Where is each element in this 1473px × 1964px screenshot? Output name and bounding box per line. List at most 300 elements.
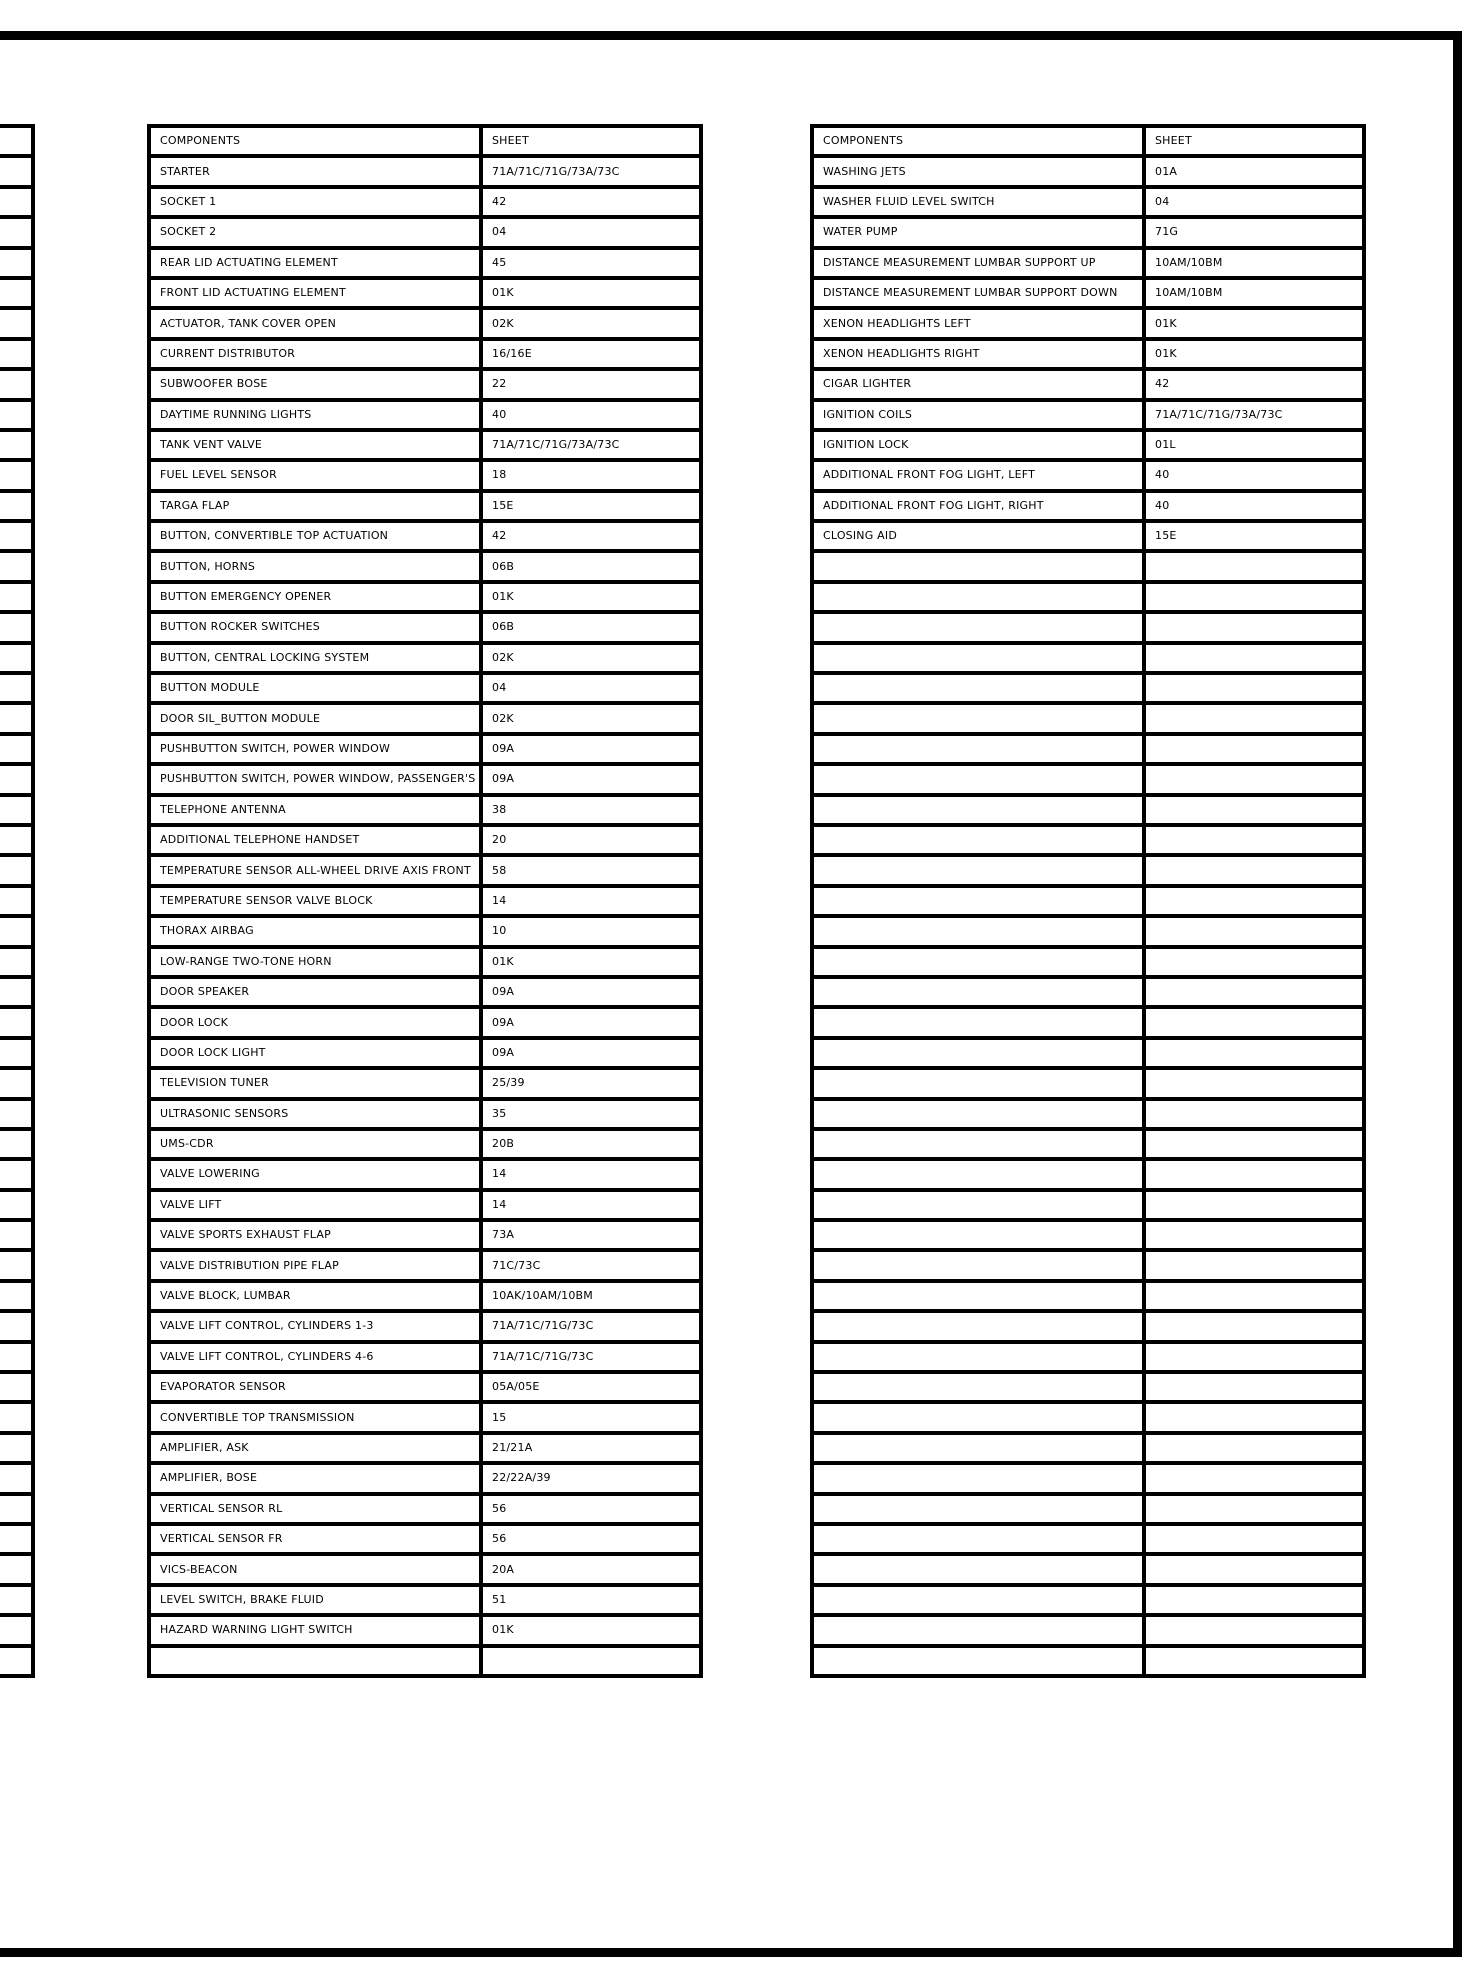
sheet-cell <box>1144 1190 1364 1220</box>
sheet-cell: 71A/71C/71G/73A/73C <box>481 430 701 460</box>
table-row <box>812 1402 1364 1432</box>
sheet-cell: 25/39 <box>481 1068 701 1098</box>
table-row <box>812 308 1364 338</box>
component-cell: ADDITIONAL FRONT FOG LIGHT, RIGHT <box>812 491 1144 521</box>
component-cell <box>812 795 1144 825</box>
sheet-cell: 01K <box>1144 339 1364 369</box>
component-cell <box>812 1099 1144 1129</box>
partial-cell <box>0 1494 33 1524</box>
table-row <box>149 521 701 551</box>
table-row <box>149 1646 701 1676</box>
sheet-cell: 15E <box>1144 521 1364 551</box>
table-row <box>812 1342 1364 1372</box>
partial-cell <box>0 1615 33 1645</box>
partial-cell <box>0 612 33 642</box>
partial-row <box>0 1554 33 1584</box>
partial-cell <box>0 1372 33 1402</box>
table-row <box>812 187 1364 217</box>
left-partial-table <box>0 124 35 1678</box>
sheet-cell: 21/21A <box>481 1433 701 1463</box>
partial-cell <box>0 1524 33 1554</box>
partial-row <box>0 1372 33 1402</box>
partial-cell <box>0 764 33 794</box>
component-cell: BUTTON, CENTRAL LOCKING SYSTEM <box>149 643 481 673</box>
component-cell: VALVE BLOCK, LUMBAR <box>149 1281 481 1311</box>
sheet-cell: 01K <box>481 947 701 977</box>
component-cell <box>812 1494 1144 1524</box>
table-row <box>812 795 1364 825</box>
partial-row <box>0 1524 33 1554</box>
table-row <box>812 673 1364 703</box>
partial-cell <box>0 400 33 430</box>
partial-row <box>0 187 33 217</box>
component-cell: FUEL LEVEL SENSOR <box>149 460 481 490</box>
sheet-cell <box>1144 1554 1364 1584</box>
component-cell <box>812 1463 1144 1493</box>
table-row <box>149 947 701 977</box>
partial-cell <box>0 308 33 338</box>
header-row <box>149 126 701 156</box>
sheet-cell: 71A/71C/71G/73A/73C <box>481 156 701 186</box>
partial-cell <box>0 886 33 916</box>
sheet-cell: 40 <box>1144 460 1364 490</box>
component-cell <box>812 825 1144 855</box>
component-cell: UMS-CDR <box>149 1129 481 1159</box>
table-row <box>812 643 1364 673</box>
sheet-cell: 40 <box>1144 491 1364 521</box>
sheet-cell <box>1144 1159 1364 1189</box>
component-cell <box>812 886 1144 916</box>
partial-row <box>0 369 33 399</box>
partial-cell <box>0 1038 33 1068</box>
partial-row <box>0 278 33 308</box>
component-cell: WATER PUMP <box>812 217 1144 247</box>
partial-cell <box>0 1190 33 1220</box>
table-row <box>812 1311 1364 1341</box>
component-cell <box>812 1433 1144 1463</box>
sheet-cell: 09A <box>481 977 701 1007</box>
sheet-cell: 45 <box>481 248 701 278</box>
partial-cell <box>0 1311 33 1341</box>
component-cell <box>812 1372 1144 1402</box>
sheet-cell: 02K <box>481 643 701 673</box>
table-row <box>149 673 701 703</box>
component-cell: VALVE SPORTS EXHAUST FLAP <box>149 1220 481 1250</box>
component-cell: VALVE LOWERING <box>149 1159 481 1189</box>
sheet-cell <box>1144 1494 1364 1524</box>
component-cell: CIGAR LIGHTER <box>812 369 1144 399</box>
table-row <box>812 947 1364 977</box>
table-row <box>149 855 701 885</box>
sheet-cell: 18 <box>481 460 701 490</box>
component-cell <box>812 734 1144 764</box>
table-row <box>149 1372 701 1402</box>
component-cell: CURRENT DISTRIBUTOR <box>149 339 481 369</box>
table-row <box>812 369 1364 399</box>
component-cell: CLOSING AID <box>812 521 1144 551</box>
table-row <box>149 369 701 399</box>
sheet-cell: 01K <box>481 278 701 308</box>
component-cell: FRONT LID ACTUATING ELEMENT <box>149 278 481 308</box>
component-cell: EVAPORATOR SENSOR <box>149 1372 481 1402</box>
table-row <box>149 217 701 247</box>
table-row <box>812 1494 1364 1524</box>
table-row <box>149 1402 701 1432</box>
partial-row <box>0 1038 33 1068</box>
sheet-cell: 71A/71C/71G/73C <box>481 1342 701 1372</box>
partial-cell <box>0 947 33 977</box>
component-cell: THORAX AIRBAG <box>149 916 481 946</box>
table-row <box>812 734 1364 764</box>
sheet-cell: 73A <box>481 1220 701 1250</box>
partial-cell <box>0 339 33 369</box>
table-row <box>812 1007 1364 1037</box>
partial-row <box>0 916 33 946</box>
component-cell: TANK VENT VALVE <box>149 430 481 460</box>
table-row <box>812 400 1364 430</box>
component-cell: WASHER FLUID LEVEL SWITCH <box>812 187 1144 217</box>
table-row <box>812 217 1364 247</box>
sheet-cell <box>1144 1646 1364 1676</box>
component-cell: DISTANCE MEASUREMENT LUMBAR SUPPORT UP <box>812 248 1144 278</box>
partial-cell <box>0 217 33 247</box>
table-row <box>149 1342 701 1372</box>
component-cell <box>812 1007 1144 1037</box>
partial-cell <box>0 369 33 399</box>
component-cell: XENON HEADLIGHTS RIGHT <box>812 339 1144 369</box>
sheet-cell: 71G <box>1144 217 1364 247</box>
sheet-cell: 01K <box>1144 308 1364 338</box>
component-cell <box>812 612 1144 642</box>
table-row <box>812 612 1364 642</box>
sheet-cell <box>1144 673 1364 703</box>
table-row <box>149 643 701 673</box>
partial-row <box>0 521 33 551</box>
partial-cell <box>0 1129 33 1159</box>
table-row <box>812 1372 1364 1402</box>
partial-row <box>0 977 33 1007</box>
component-cell <box>812 855 1144 885</box>
header-row <box>812 126 1364 156</box>
sheet-cell: 14 <box>481 1190 701 1220</box>
partial-cell <box>0 278 33 308</box>
sheet-cell: 10AM/10BM <box>1144 278 1364 308</box>
partial-row <box>0 339 33 369</box>
sheet-cell <box>1144 1372 1364 1402</box>
partial-cell <box>0 491 33 521</box>
table-row <box>149 1038 701 1068</box>
component-cell <box>812 1402 1144 1432</box>
component-cell <box>812 1615 1144 1645</box>
component-cell: SOCKET 2 <box>149 217 481 247</box>
table-row <box>149 1524 701 1554</box>
table-row <box>812 156 1364 186</box>
component-cell <box>812 1250 1144 1280</box>
partial-row <box>0 1433 33 1463</box>
partial-row <box>0 673 33 703</box>
sheet-cell: 06B <box>481 551 701 581</box>
partial-row <box>0 1342 33 1372</box>
sheet-header: SHEET <box>481 126 701 156</box>
component-cell <box>812 582 1144 612</box>
component-cell <box>812 1585 1144 1615</box>
partial-cell <box>0 1585 33 1615</box>
component-cell: LOW-RANGE TWO-TONE HORN <box>149 947 481 977</box>
partial-row <box>0 795 33 825</box>
table-row <box>812 1463 1364 1493</box>
partial-row <box>0 1099 33 1129</box>
component-cell <box>812 1038 1144 1068</box>
sheet-cell <box>1144 886 1364 916</box>
partial-row <box>0 825 33 855</box>
sheet-cell <box>1144 916 1364 946</box>
sheet-cell: 22 <box>481 369 701 399</box>
partial-cell <box>0 1220 33 1250</box>
partial-cell <box>0 1250 33 1280</box>
table-row <box>812 1190 1364 1220</box>
component-cell: VALVE LIFT <box>149 1190 481 1220</box>
partial-cell <box>0 126 33 156</box>
partial-row <box>0 1494 33 1524</box>
table-row <box>149 1159 701 1189</box>
sheet-cell <box>1144 855 1364 885</box>
sheet-cell: 56 <box>481 1494 701 1524</box>
sheet-cell: 20 <box>481 825 701 855</box>
partial-row <box>0 1159 33 1189</box>
table-row <box>149 551 701 581</box>
partial-cell <box>0 795 33 825</box>
partial-cell <box>0 1402 33 1432</box>
partial-cell <box>0 1281 33 1311</box>
partial-row <box>0 1250 33 1280</box>
sheet-cell: 09A <box>481 1007 701 1037</box>
partial-cell <box>0 1007 33 1037</box>
sheet-cell <box>1144 1433 1364 1463</box>
partial-cell <box>0 825 33 855</box>
table-row <box>149 1554 701 1584</box>
component-cell: DOOR LOCK <box>149 1007 481 1037</box>
partial-cell <box>0 1433 33 1463</box>
table-row <box>149 491 701 521</box>
sheet-cell <box>1144 643 1364 673</box>
component-cell: VALVE LIFT CONTROL, CYLINDERS 1-3 <box>149 1311 481 1341</box>
partial-cell <box>0 156 33 186</box>
component-cell <box>812 947 1144 977</box>
partial-cell <box>0 1554 33 1584</box>
sheet-cell: 56 <box>481 1524 701 1554</box>
sheet-cell <box>1144 734 1364 764</box>
component-cell <box>812 1220 1144 1250</box>
component-cell: DOOR SIL_BUTTON MODULE <box>149 703 481 733</box>
component-cell: LEVEL SWITCH, BRAKE FLUID <box>149 1585 481 1615</box>
components-table-1 <box>147 124 703 1678</box>
table-row <box>149 1068 701 1098</box>
table-row <box>812 1524 1364 1554</box>
partial-cell <box>0 248 33 278</box>
table-row <box>812 1615 1364 1645</box>
sheet-cell: 15 <box>481 1402 701 1432</box>
partial-cell <box>0 1342 33 1372</box>
partial-row <box>0 126 33 156</box>
table-row <box>149 1311 701 1341</box>
sheet-cell: 14 <box>481 1159 701 1189</box>
sheet-cell: 10 <box>481 916 701 946</box>
sheet-cell: 04 <box>481 673 701 703</box>
partial-row <box>0 1068 33 1098</box>
sheet-cell <box>1144 582 1364 612</box>
sheet-cell <box>1144 1311 1364 1341</box>
component-cell: DOOR LOCK LIGHT <box>149 1038 481 1068</box>
component-cell <box>812 764 1144 794</box>
partial-row <box>0 1615 33 1645</box>
table-row <box>149 308 701 338</box>
sheet-cell <box>1144 1585 1364 1615</box>
partial-cell <box>0 551 33 581</box>
sheet-cell: 51 <box>481 1585 701 1615</box>
sheet-cell <box>1144 1524 1364 1554</box>
table-row <box>149 1220 701 1250</box>
table-row <box>149 1281 701 1311</box>
sheet-cell: 10AM/10BM <box>1144 248 1364 278</box>
component-cell <box>812 1129 1144 1159</box>
component-cell: VERTICAL SENSOR FR <box>149 1524 481 1554</box>
partial-cell <box>0 703 33 733</box>
component-cell: WASHING JETS <box>812 156 1144 186</box>
sheet-cell <box>1144 1068 1364 1098</box>
partial-cell <box>0 673 33 703</box>
sheet-cell: 01L <box>1144 430 1364 460</box>
partial-cell <box>0 1068 33 1098</box>
partial-cell <box>0 1099 33 1129</box>
sheet-cell <box>1144 1250 1364 1280</box>
component-cell: BUTTON EMERGENCY OPENER <box>149 582 481 612</box>
sheet-cell: 09A <box>481 734 701 764</box>
sheet-cell: 04 <box>481 217 701 247</box>
partial-row <box>0 855 33 885</box>
sheet-cell: 02K <box>481 308 701 338</box>
table-row <box>149 400 701 430</box>
sheet-cell: 02K <box>481 703 701 733</box>
sheet-cell <box>1144 703 1364 733</box>
partial-cell <box>0 734 33 764</box>
component-cell: BUTTON, HORNS <box>149 551 481 581</box>
component-cell <box>812 1646 1144 1676</box>
table-row <box>812 1646 1364 1676</box>
component-cell: DOOR SPEAKER <box>149 977 481 1007</box>
table-row <box>812 855 1364 885</box>
sheet-cell: 06B <box>481 612 701 642</box>
table-row <box>149 1099 701 1129</box>
partial-cell <box>0 855 33 885</box>
partial-row <box>0 703 33 733</box>
sheet-cell <box>1144 1038 1364 1068</box>
partial-row <box>0 1402 33 1432</box>
partial-row <box>0 1463 33 1493</box>
table-row <box>149 734 701 764</box>
sheet-cell <box>1144 1007 1364 1037</box>
sheet-cell: 14 <box>481 886 701 916</box>
sheet-cell: 01A <box>1144 156 1364 186</box>
partial-cell <box>0 460 33 490</box>
table-row <box>149 1615 701 1645</box>
component-cell: IGNITION COILS <box>812 400 1144 430</box>
component-cell: BUTTON ROCKER SWITCHES <box>149 612 481 642</box>
sheet-cell <box>1144 764 1364 794</box>
partial-row <box>0 582 33 612</box>
component-cell: DAYTIME RUNNING LIGHTS <box>149 400 481 430</box>
sheet-cell: 20A <box>481 1554 701 1584</box>
partial-row <box>0 886 33 916</box>
sheet-cell: 38 <box>481 795 701 825</box>
table-row <box>812 886 1364 916</box>
component-cell: BUTTON MODULE <box>149 673 481 703</box>
component-cell <box>812 551 1144 581</box>
partial-cell <box>0 916 33 946</box>
table-row <box>149 187 701 217</box>
component-cell: TARGA FLAP <box>149 491 481 521</box>
component-cell <box>812 643 1144 673</box>
component-cell: XENON HEADLIGHTS LEFT <box>812 308 1144 338</box>
table-row <box>149 1190 701 1220</box>
component-cell: SUBWOOFER BOSE <box>149 369 481 399</box>
table-row <box>812 1281 1364 1311</box>
sheet-cell <box>1144 825 1364 855</box>
component-cell <box>812 1159 1144 1189</box>
component-cell: DISTANCE MEASUREMENT LUMBAR SUPPORT DOWN <box>812 278 1144 308</box>
component-cell: TEMPERATURE SENSOR ALL-WHEEL DRIVE AXIS FRONT <box>149 855 481 885</box>
table-row <box>149 703 701 733</box>
component-cell: AMPLIFIER, BOSE <box>149 1463 481 1493</box>
partial-row <box>0 1585 33 1615</box>
partial-row <box>0 217 33 247</box>
component-cell: VICS-BEACON <box>149 1554 481 1584</box>
component-cell: TEMPERATURE SENSOR VALVE BLOCK <box>149 886 481 916</box>
sheet-cell: 20B <box>481 1129 701 1159</box>
sheet-cell: 71A/71C/71G/73C <box>481 1311 701 1341</box>
partial-cell <box>0 1463 33 1493</box>
table-row <box>149 764 701 794</box>
sheet-header: SHEET <box>1144 126 1364 156</box>
sheet-cell <box>1144 1281 1364 1311</box>
partial-row <box>0 248 33 278</box>
component-cell <box>812 1190 1144 1220</box>
sheet-cell: 42 <box>481 187 701 217</box>
sheet-cell <box>1144 947 1364 977</box>
sheet-cell <box>1144 1220 1364 1250</box>
partial-cell <box>0 430 33 460</box>
sheet-cell <box>481 1646 701 1676</box>
component-cell: VALVE LIFT CONTROL, CYLINDERS 4-6 <box>149 1342 481 1372</box>
components-table-2 <box>810 124 1366 1678</box>
table-row <box>812 916 1364 946</box>
partial-row <box>0 400 33 430</box>
sheet-cell: 35 <box>481 1099 701 1129</box>
component-cell <box>812 977 1144 1007</box>
component-cell: HAZARD WARNING LIGHT SWITCH <box>149 1615 481 1645</box>
sheet-cell: 01K <box>481 1615 701 1645</box>
partial-row <box>0 1311 33 1341</box>
sheet-cell: 71C/73C <box>481 1250 701 1280</box>
partial-row <box>0 491 33 521</box>
sheet-cell <box>1144 1342 1364 1372</box>
partial-row <box>0 764 33 794</box>
table-row <box>149 339 701 369</box>
table-row <box>149 1129 701 1159</box>
table-row <box>149 460 701 490</box>
component-cell <box>812 1524 1144 1554</box>
partial-row <box>0 1007 33 1037</box>
partial-cell <box>0 1646 33 1676</box>
